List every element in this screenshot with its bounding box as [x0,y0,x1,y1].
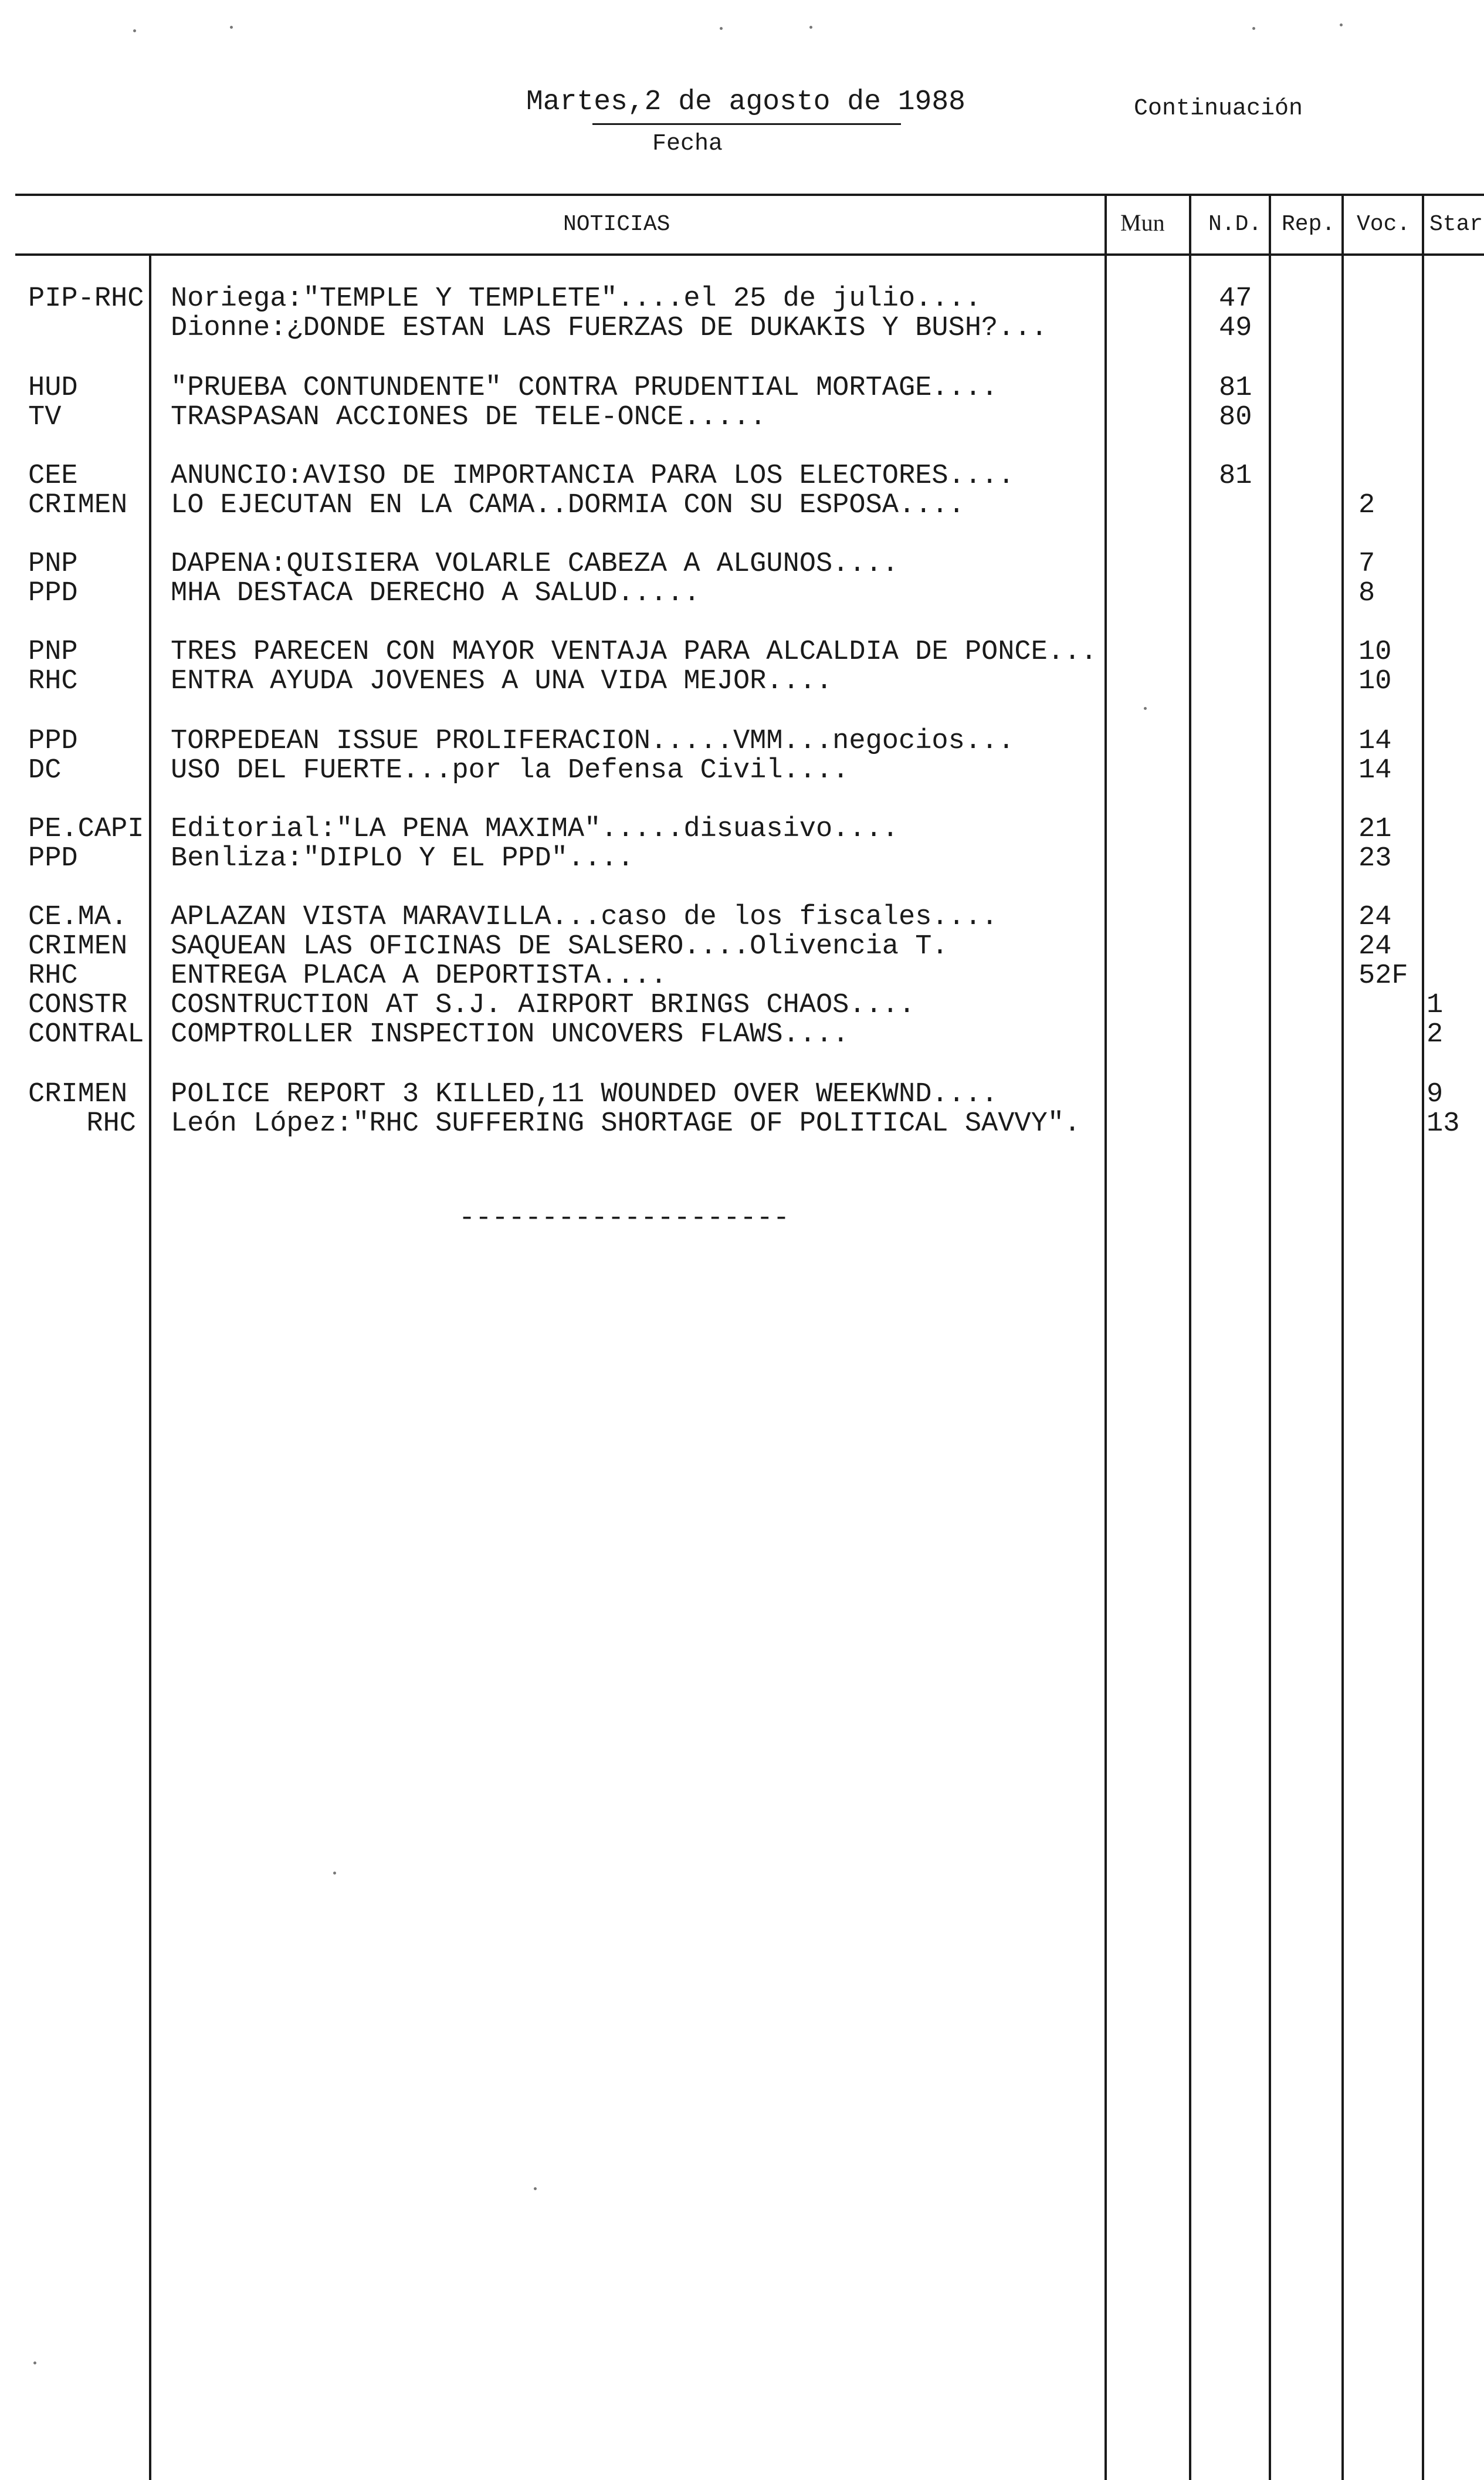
row-tag: PIP-RHC [28,283,144,314]
row-star-page: 9 [1427,1079,1444,1110]
row-tag: CRIMEN [28,931,128,962]
voc-column-divider [1422,194,1424,2480]
row-headline: POLICE REPORT 3 KILLED,11 WOUNDED OVER WEEKWND.... [171,1079,998,1110]
row-tag: CRIMEN [28,490,128,521]
row-nd-page: 81 [1219,373,1252,404]
row-tag: CE.MA. [28,902,128,933]
scan-mark [1340,23,1343,26]
scan-mark [1252,27,1255,30]
continuation-label: Continuación [1134,96,1303,122]
row-tag: PPD [28,726,78,757]
row-tag: CEE [28,461,78,492]
row-voc-page: 8 [1358,578,1375,609]
row-voc-page: 14 [1358,755,1392,786]
end-of-list-rule: -------------------- [459,1203,790,1234]
report-date: Martes,2 de agosto de 1988 [526,86,965,118]
row-headline: DAPENA:QUISIERA VOLARLE CABEZA A ALGUNOS.... [171,549,899,580]
row-star-page: 2 [1427,1019,1444,1050]
row-tag: CONTRAL [28,1019,144,1050]
row-tag: PNP [28,637,78,668]
row-headline: Dionne:¿DONDE ESTAN LAS FUERZAS DE DUKAKIS Y BUSH?... [171,313,1048,344]
row-nd-page: 47 [1219,283,1252,314]
row-headline: TORPEDEAN ISSUE PROLIFERACION.....VMM...negocios... [171,726,1015,757]
row-voc-page: 10 [1358,637,1392,668]
header-bottom-rule [15,253,1484,256]
row-tag: TV [28,402,62,433]
row-tag: PPD [28,578,78,609]
column-header-nd: N.D. [1208,212,1262,237]
date-caption: Fecha [652,131,723,157]
row-nd-page: 80 [1219,402,1252,433]
table-top-rule [15,194,1484,196]
column-header-star: Star [1429,212,1483,237]
row-headline: SAQUEAN LAS OFICINAS DE SALSERO....Olivencia T. [171,931,948,962]
scan-mark [720,27,723,30]
row-tag: RHC [28,960,78,992]
row-tag: DC [28,755,62,786]
row-headline: ENTRA AYUDA JOVENES A UNA VIDA MEJOR.... [171,666,833,697]
row-tag: RHC [86,1108,136,1139]
scan-mark [534,2187,537,2190]
row-headline: TRES PARECEN CON MAYOR VENTAJA PARA ALCALDIA DE PONCE... [171,637,1097,668]
row-nd-page: 49 [1219,313,1252,344]
row-headline: Benliza:"DIPLO Y EL PPD".... [171,843,634,874]
scan-mark [1144,707,1147,710]
row-voc-page: 7 [1358,549,1375,580]
row-headline: COMPTROLLER INSPECTION UNCOVERS FLAWS.... [171,1019,849,1050]
row-tag: PPD [28,843,78,874]
row-tag: CRIMEN [28,1079,128,1110]
row-voc-page: 14 [1358,726,1392,757]
row-voc-page: 2 [1358,490,1375,521]
row-headline: LO EJECUTAN EN LA CAMA..DORMIA CON SU ESPOSA.... [171,490,965,521]
row-voc-page: 52F [1358,960,1408,992]
row-tag: HUD [28,373,78,404]
row-headline: ENTREGA PLACA A DEPORTISTA.... [171,960,668,992]
column-header-voc: Voc. [1357,212,1411,237]
row-voc-page: 24 [1358,902,1392,933]
row-headline: MHA DESTACA DERECHO A SALUD..... [171,578,700,609]
column-header-mun: Mun [1120,209,1165,236]
rep-column-divider [1341,194,1344,2480]
scan-mark [33,2361,36,2364]
row-headline: ANUNCIO:AVISO DE IMPORTANCIA PARA LOS ELECTORES.... [171,461,1015,492]
row-headline: APLAZAN VISTA MARAVILLA...caso de los fiscales.... [171,902,998,933]
scan-mark [809,26,812,29]
row-headline: TRASPASAN ACCIONES DE TELE-ONCE..... [171,402,767,433]
mun-column-divider [1189,194,1191,2480]
row-headline: Noriega:"TEMPLE Y TEMPLETE"....el 25 de julio.... [171,283,982,314]
scan-mark [333,1872,336,1875]
row-headline: "PRUEBA CONTUNDENTE" CONTRA PRUDENTIAL MORTAGE.... [171,373,998,404]
row-nd-page: 81 [1219,461,1252,492]
row-headline: León López:"RHC SUFFERING SHORTAGE OF POLITICAL SAVVY". [171,1108,1081,1139]
scan-mark [133,29,136,32]
row-voc-page: 10 [1358,666,1392,697]
row-star-page: 13 [1427,1108,1460,1139]
row-headline: USO DEL FUERTE...por la Defensa Civil.... [171,755,849,786]
scan-mark [230,26,233,29]
row-tag: RHC [28,666,78,697]
row-headline: Editorial:"LA PENA MAXIMA".....disuasivo.... [171,814,899,845]
tag-column-divider [149,253,151,2480]
noticias-column-divider [1104,194,1107,2480]
column-header-rep: Rep. [1282,212,1336,237]
row-tag: PNP [28,549,78,580]
date-underline [592,123,901,125]
row-tag: CONSTR [28,990,128,1021]
row-voc-page: 21 [1358,814,1392,845]
row-voc-page: 24 [1358,931,1392,962]
nd-column-divider [1269,194,1271,2480]
row-star-page: 1 [1427,990,1444,1021]
row-voc-page: 23 [1358,843,1392,874]
row-tag: PE.CAPI [28,814,144,845]
column-header-noticias: NOTICIAS [563,212,670,237]
row-headline: COSNTRUCTION AT S.J. AIRPORT BRINGS CHAOS.... [171,990,916,1021]
